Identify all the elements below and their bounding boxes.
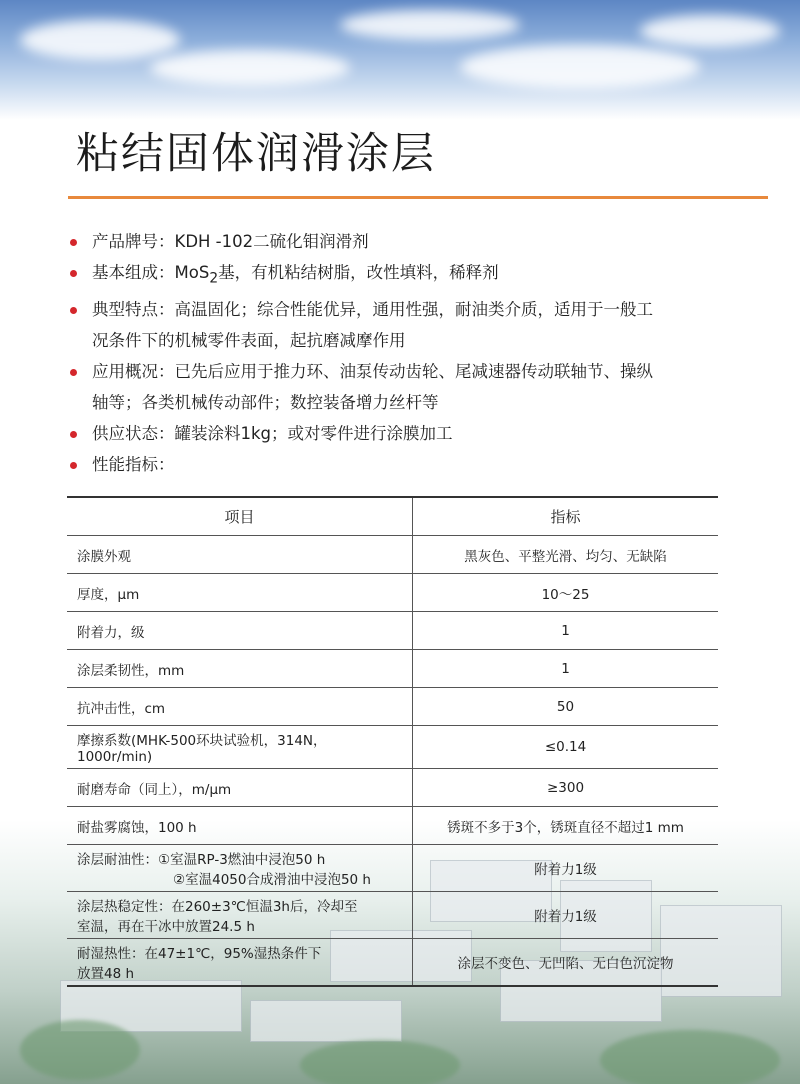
table-row xyxy=(67,845,718,892)
table-row xyxy=(67,574,718,612)
table-header-row xyxy=(67,497,718,536)
row-value: 锈斑不多于3个，锈斑直径不超过1 mm xyxy=(413,807,719,845)
row-value: 涂层不变色、无凹陷、无白色沉淀物 xyxy=(413,939,719,987)
list-item-features: 典型特点：高温固化；综合性能优异，通用性强，耐油类介质，适用于一般工 况条件下的机械零件表面，起抗磨减摩作用 xyxy=(70,294,750,356)
bullet-dot-icon xyxy=(70,431,77,438)
table-row xyxy=(67,612,718,650)
list-item-performance: 性能指标： xyxy=(70,449,750,480)
bullet-dot-icon xyxy=(70,462,77,469)
title-underline xyxy=(68,196,768,199)
bullet-dot-icon xyxy=(70,369,77,376)
row-item: 耐磨寿命（同上），m/μm xyxy=(67,769,413,807)
bullet-dot-icon xyxy=(70,307,77,314)
table-row xyxy=(67,726,718,769)
row-item: 耐湿热性：在47±1℃，95%湿热条件下 放置48 h xyxy=(67,939,413,987)
row-item: 附着力，级 xyxy=(67,612,413,650)
row-item: 涂层热稳定性：在260±3℃恒温3h后，冷却至 室温，再在干冰中放置24.5 h xyxy=(67,892,413,939)
table-row xyxy=(67,769,718,807)
row-value: ≤0.14 xyxy=(413,726,719,769)
header-item: 项目 xyxy=(67,497,413,536)
table-row xyxy=(67,536,718,574)
row-item: 抗冲击性，cm xyxy=(67,688,413,726)
product-info-list xyxy=(70,226,750,480)
table-row xyxy=(67,892,718,939)
row-value: 10～25 xyxy=(413,574,719,612)
table-row xyxy=(67,807,718,845)
list-item-brand: 产品牌号：KDH -102二硫化钼润滑剂 xyxy=(70,226,750,257)
performance-table xyxy=(67,496,718,987)
row-item: 涂层耐油性：①室温RP-3燃油中浸泡50 h ②室温4050合成滑油中浸泡50 h xyxy=(67,845,413,892)
bullet-dot-icon xyxy=(70,270,77,277)
sky-background xyxy=(0,0,800,120)
header-value: 指标 xyxy=(413,497,719,536)
row-value: 1 xyxy=(413,612,719,650)
row-value: 1 xyxy=(413,650,719,688)
table-row xyxy=(67,650,718,688)
row-value: ≥300 xyxy=(413,769,719,807)
row-value: 附着力1级 xyxy=(413,892,719,939)
page-title: 粘结固体润滑涂层 xyxy=(76,129,436,179)
bullet-dot-icon xyxy=(70,239,77,246)
table-row xyxy=(67,688,718,726)
row-item: 涂层柔韧性，mm xyxy=(67,650,413,688)
list-item-composition: 基本组成：MoS$_2$基，有机粘结树脂，改性填料，稀释剂 xyxy=(70,257,750,294)
row-item: 厚度，μm xyxy=(67,574,413,612)
row-item: 摩擦系数(MHK-500环块试验机，314N， 1000r/min) xyxy=(67,726,413,769)
list-item-supply: 供应状态：罐装涂料1kg；或对零件进行涂膜加工 xyxy=(70,418,750,449)
list-item-applications: 应用概况：已先后应用于推力环、油泵传动齿轮、尾减速器传动联轴节、操纵 轴等；各类机械传动部件；数控装备增力丝杆等 xyxy=(70,356,750,418)
row-item: 耐盐雾腐蚀，100 h xyxy=(67,807,413,845)
table-row xyxy=(67,939,718,987)
row-value: 黑灰色、平整光滑、均匀、无缺陷 xyxy=(413,536,719,574)
row-value: 50 xyxy=(413,688,719,726)
row-value: 附着力1级 xyxy=(413,845,719,892)
row-item: 涂膜外观 xyxy=(67,536,413,574)
